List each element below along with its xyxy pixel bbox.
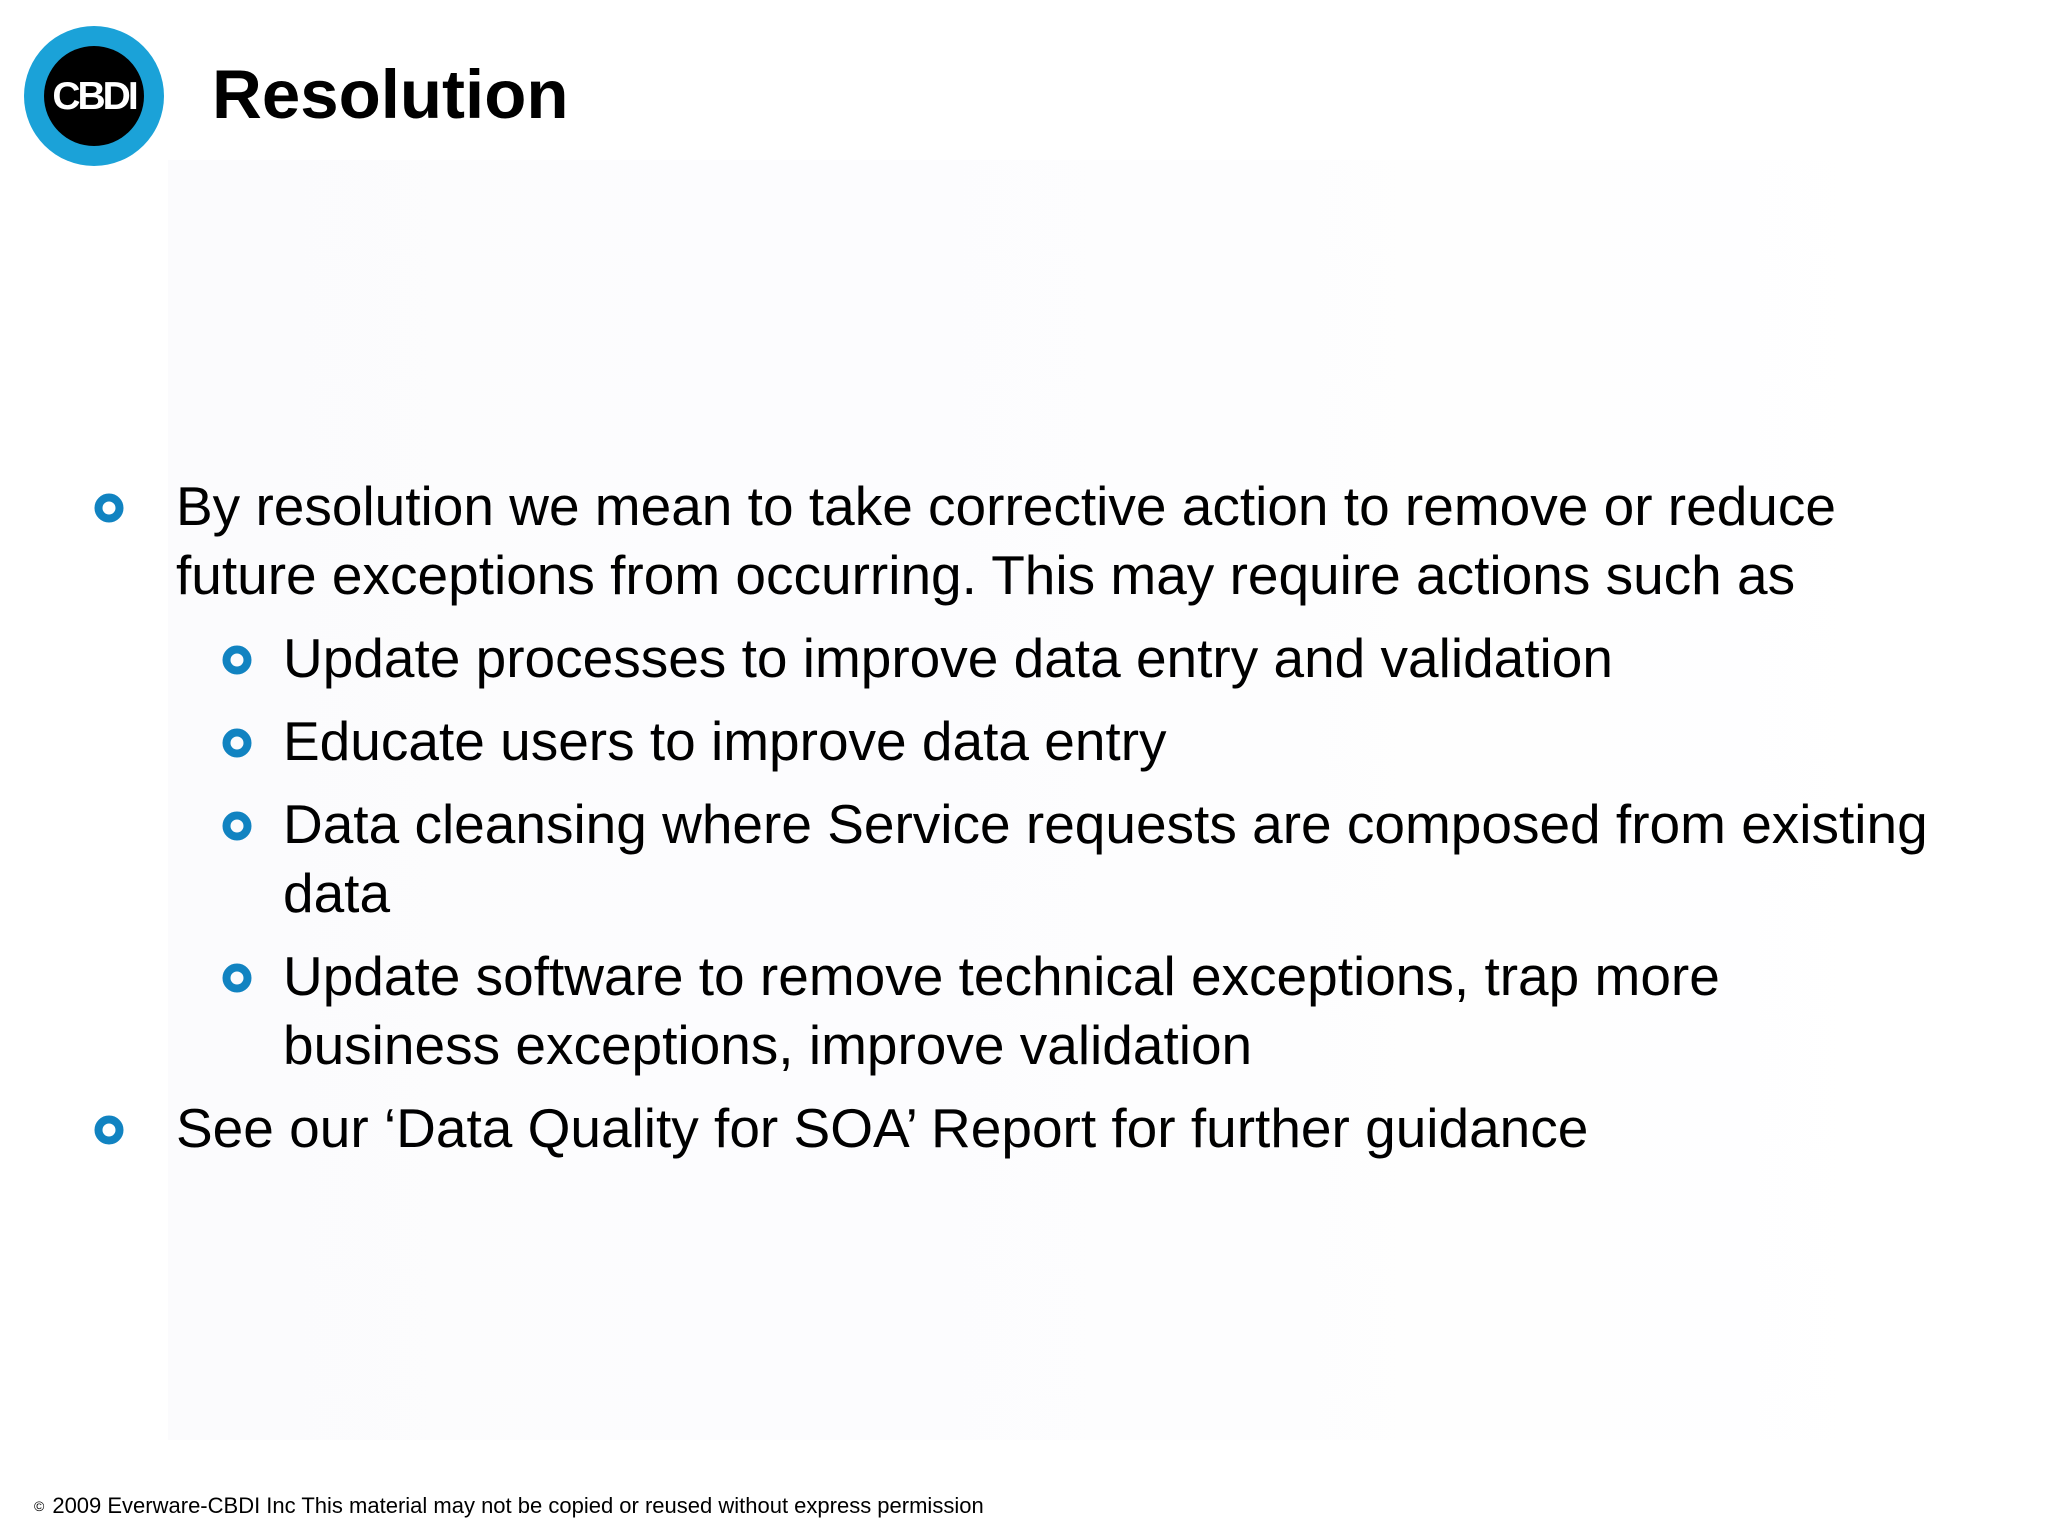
bullet-text: See our ‘Data Quality for SOA’ Report for further guidance xyxy=(176,1097,1589,1159)
slide-title: Resolution xyxy=(212,56,569,133)
logo-text: CBDI xyxy=(52,75,136,118)
sub-bullet-text: Update software to remove technical exceptions, trap more business exceptions, improve validation xyxy=(283,945,1720,1076)
ring-bullet-icon xyxy=(94,1115,124,1145)
cbdi-logo-icon xyxy=(24,26,164,166)
sub-bullet-text: Data cleansing where Service requests are composed from existing data xyxy=(283,793,1928,924)
sub-bullet-text: Update processes to improve data entry and validation xyxy=(283,627,1613,689)
bullet-item xyxy=(0,1094,1936,1163)
ring-bullet-icon xyxy=(94,493,124,523)
copyright-footer xyxy=(34,1492,984,1520)
sub-bullet-text: Educate users to improve data entry xyxy=(283,710,1167,772)
bullet-item xyxy=(0,472,1936,610)
copyright-text: 2009 Everware-CBDI Inc This material may not be copied or reused without express permission xyxy=(52,1493,984,1518)
ring-bullet-icon xyxy=(222,728,252,758)
ring-bullet-icon xyxy=(222,645,252,675)
bullet-text: By resolution we mean to take corrective action to remove or reduce future exceptions from occurring. This may require actions such as xyxy=(176,475,1836,606)
bullet-list xyxy=(0,472,2048,1163)
sub-bullet-item xyxy=(0,707,1936,776)
sub-bullet-item xyxy=(0,790,1936,928)
cbdi-logo xyxy=(24,26,164,166)
copyright-symbol: © xyxy=(34,1498,45,1514)
sub-bullet-item xyxy=(0,624,1936,693)
ring-bullet-icon xyxy=(222,811,252,841)
sub-bullet-item xyxy=(0,942,1936,1080)
ring-bullet-icon xyxy=(222,963,252,993)
